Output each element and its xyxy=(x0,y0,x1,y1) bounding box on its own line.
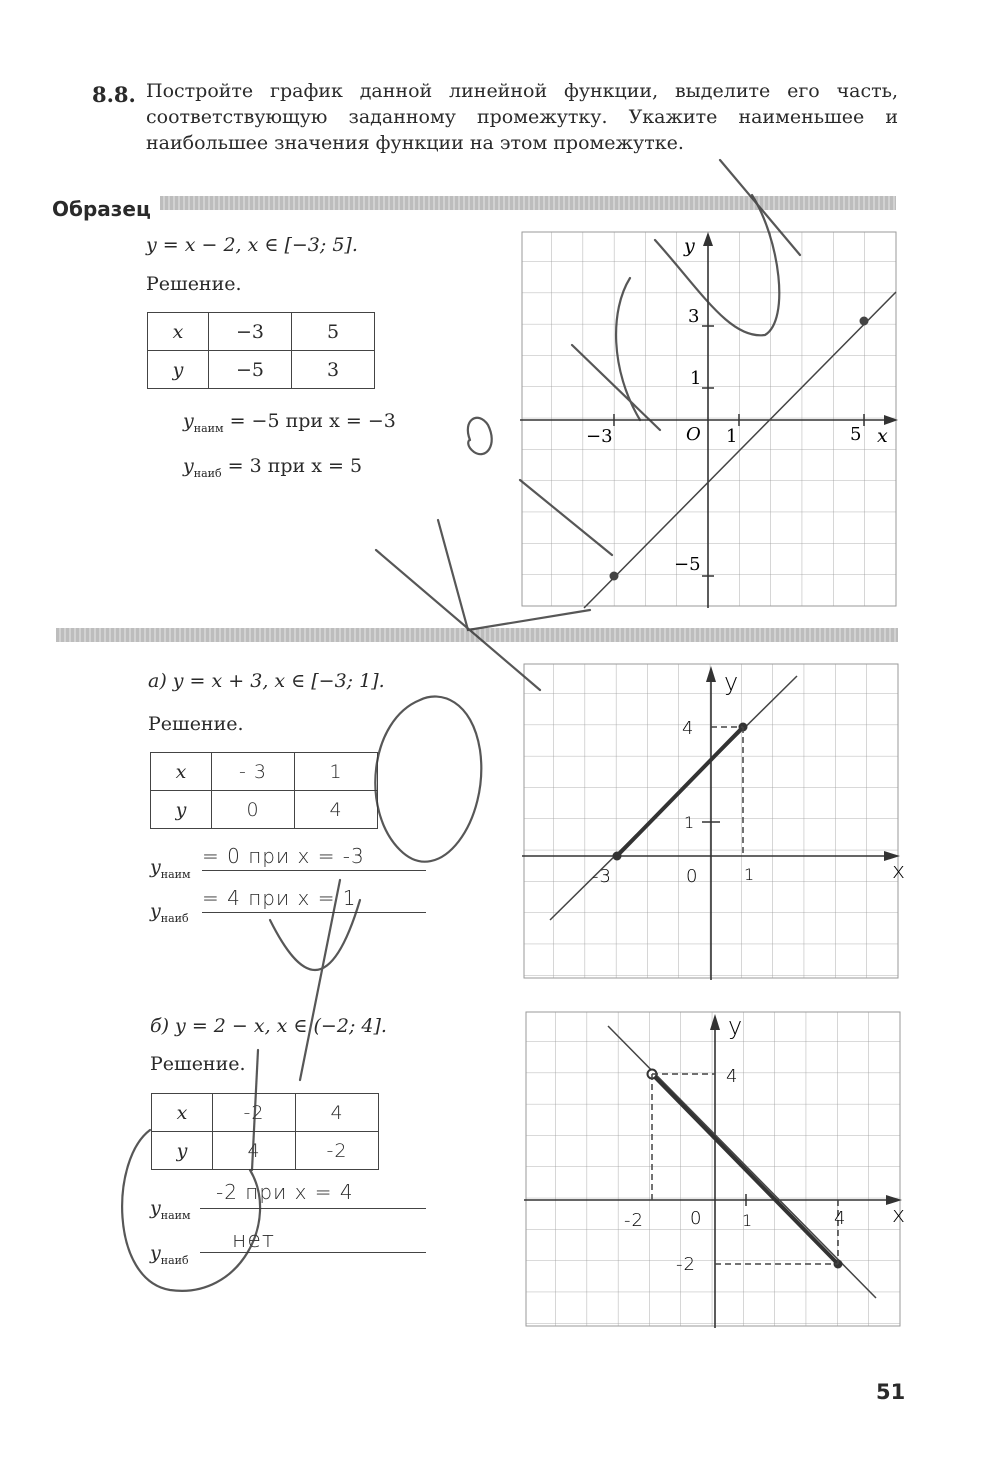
sample-max-sub: наиб xyxy=(193,467,222,480)
sample-x-label: x xyxy=(877,425,888,447)
part-a-x-label: x xyxy=(892,859,907,884)
sample-tick-label-y3: 3 xyxy=(688,306,700,327)
sample-table-x-head: x xyxy=(148,313,209,351)
part-b-max-label xyxy=(150,1242,189,1267)
part-b-function: б) y = 2 − x, x ∈ (−2; 4]. xyxy=(150,1015,387,1037)
part-b-min-label xyxy=(150,1197,191,1222)
part-b-tick-label-x1: 1 xyxy=(742,1211,754,1230)
part-b-x-label: x xyxy=(892,1203,907,1228)
part-b-value-table xyxy=(151,1093,379,1170)
sample-origin-label: O xyxy=(686,424,701,445)
sample-point-start xyxy=(610,572,619,581)
sample-min-sub: наим xyxy=(193,422,224,435)
part-a-max-sub: наиб xyxy=(160,912,189,925)
part-b-max-answer: нет xyxy=(232,1228,275,1253)
part-b-table-y1: 4 xyxy=(213,1132,296,1170)
part-b-table-x1: -2 xyxy=(213,1094,296,1132)
part-a-solution-label: Решение. xyxy=(148,713,244,735)
part-a-min-sub: наим xyxy=(160,868,191,881)
part-a-max-answer: = 4 при x = 1 xyxy=(202,886,357,910)
part-a-min-label xyxy=(150,856,191,881)
part-a-tick-label-y1: 1 xyxy=(684,813,696,832)
part-a-graph xyxy=(522,662,907,980)
sample-tick-label-x1: 1 xyxy=(726,426,738,447)
part-a-function: а) y = x + 3, x ∈ [−3; 1]. xyxy=(148,670,385,692)
part-b-min-fill-line xyxy=(200,1208,426,1209)
part-b-max-sub: наиб xyxy=(160,1254,189,1267)
sample-table-y-head: y xyxy=(148,351,209,389)
sample-table-x1: −3 xyxy=(209,313,292,351)
sample-grid xyxy=(522,232,896,606)
sample-table-y2: 3 xyxy=(292,351,375,389)
sample-bar xyxy=(160,196,896,210)
sample-y-label: y xyxy=(684,235,695,257)
sample-tick-label-xneg3: −3 xyxy=(586,426,613,447)
part-b-grid xyxy=(526,1012,900,1326)
part-b-y-label: y xyxy=(728,1012,744,1040)
part-b-table-y2: -2 xyxy=(296,1132,379,1170)
sample-min xyxy=(183,410,396,435)
task-text: Постройте график данной линейной функции, выделите его часть, соответствующую заданному промежутку. Укажите наименьшее и наибольшее значения функции на этом промежутке. xyxy=(146,80,898,154)
scribble-stroke-5 xyxy=(300,880,340,1080)
part-b-max-fill-line xyxy=(200,1252,426,1253)
sample-max xyxy=(183,455,362,480)
part-b-tick-label-y4: 4 xyxy=(726,1066,739,1087)
part-a-point-start xyxy=(613,852,622,861)
sample-table-y1: −5 xyxy=(209,351,292,389)
sample-table-x2: 5 xyxy=(292,313,375,351)
sample-solution-label: Решение. xyxy=(146,273,242,295)
sample-tick-label-yneg5: −5 xyxy=(674,554,701,575)
part-b-max-y: y xyxy=(150,1242,161,1264)
sample-graph xyxy=(520,230,898,608)
sample-min-text: = −5 при x = −3 xyxy=(229,410,396,432)
sample-max-text: = 3 при x = 5 xyxy=(227,455,363,477)
task-number: 8.8. xyxy=(92,82,136,107)
sample-function: y = x − 2, x ∈ [−3; 5]. xyxy=(146,234,358,256)
part-b-table-x-head: x xyxy=(152,1094,213,1132)
page-number: 51 xyxy=(876,1380,906,1404)
section-divider xyxy=(56,628,898,642)
part-a-table-x-head: x xyxy=(151,753,212,791)
scribble-o-small xyxy=(468,418,492,454)
sample-point-end xyxy=(860,317,869,326)
part-a-tick-label-y4: 4 xyxy=(682,718,695,739)
part-b-min-sub: наим xyxy=(160,1209,191,1222)
sample-value-table xyxy=(147,312,375,389)
part-a-min-fill-line xyxy=(202,870,426,871)
part-a-min-answer: = 0 при x = -3 xyxy=(202,844,365,868)
sample-tick-label-y1: 1 xyxy=(690,368,702,389)
part-b-origin-label: 0 xyxy=(690,1208,703,1229)
part-b-min-y: y xyxy=(150,1197,161,1219)
part-a-origin-label: 0 xyxy=(686,866,699,887)
scribble-curve-2 xyxy=(270,900,360,970)
sample-max-y: y xyxy=(183,455,194,477)
part-a-min-y: y xyxy=(150,856,161,878)
sample-min-y: y xyxy=(183,410,194,432)
part-a-max-y: y xyxy=(150,900,161,922)
part-b-tick-label-yneg2: -2 xyxy=(676,1254,696,1275)
sample-label: Образец xyxy=(52,197,157,221)
part-b-table-y-head: y xyxy=(152,1132,213,1170)
part-b-solution-label: Решение. xyxy=(150,1053,246,1075)
part-a-table-x2: 1 xyxy=(295,753,378,791)
part-a-max-fill-line xyxy=(202,912,426,913)
part-a-value-table xyxy=(150,752,378,829)
part-b-tick-label-xneg2: -2 xyxy=(624,1210,644,1231)
part-a-tick-label-xneg3: -3 xyxy=(592,866,612,887)
part-a-table-y-head: y xyxy=(151,791,212,829)
part-b-tick-label-x4: 4 xyxy=(834,1208,847,1229)
part-a-table-y1: 0 xyxy=(212,791,295,829)
part-b-min-answer: -2 при x = 4 xyxy=(216,1180,354,1204)
part-a-table-y2: 4 xyxy=(295,791,378,829)
part-a-table-x1: - 3 xyxy=(212,753,295,791)
part-a-y-label: y xyxy=(724,668,740,696)
part-b-graph xyxy=(524,1010,907,1328)
scribble-stroke-4 xyxy=(376,550,540,690)
part-b-table-x2: 4 xyxy=(296,1094,379,1132)
part-a-tick-label-x1: 1 xyxy=(744,865,756,884)
scribble-o-large xyxy=(375,697,481,862)
part-a-max-label xyxy=(150,900,189,925)
sample-tick-label-x5: 5 xyxy=(850,424,862,445)
